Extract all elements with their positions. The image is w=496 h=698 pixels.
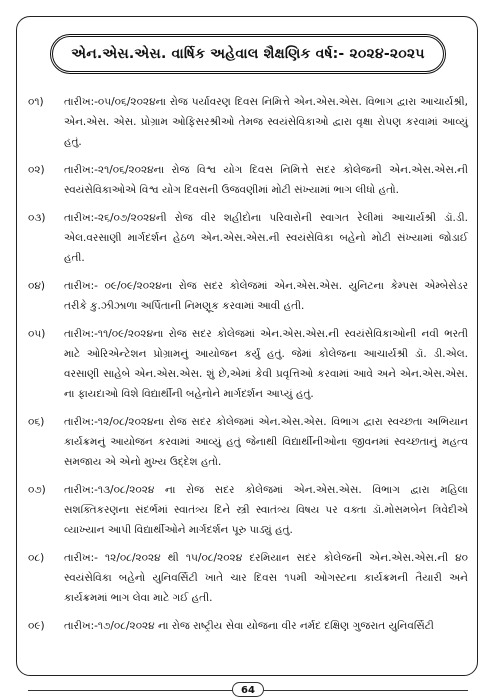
item-number: ૦૩) — [28, 212, 46, 224]
list-item — [28, 276, 468, 316]
item-text: તારીખ:-૦૫/૦૬/૨૦૨૪ના રોજ પર્યાવરણ દિવસ નિમિત્તે એન.એસ.એસ. વિભાગ દ્વારા આચાર્યશ્રી, એન.એસ. એસ. પ્રોગ્રામ ઓફિસરશ્રીઓ તેમજ સ્વયંસેવિકાઓ દ્વારા વૃક્ષા રોપણ કરવામાં આવ્યું હતું. — [64, 96, 468, 148]
item-number: ૦૭) — [28, 484, 46, 496]
item-number: ૦૬) — [28, 416, 45, 428]
item-number: ૦૪) — [28, 280, 45, 292]
list-item — [28, 92, 468, 152]
activity-list — [28, 92, 468, 644]
item-number: ૦૮) — [28, 552, 45, 564]
item-text: તારીખ:-૨૧/૦૬/૨૦૨૪ના રોજ વિશ્વ યોગ દિવસ નિમિત્તે સદર કોલેજની એન.એસ.એસ.ની સ્વયંસેવિકાઓએ વિશ્વ યોગ દિવસની ઉજવણીમાં મોટી સંખ્યામાં ભાગ લીધો હતો. — [64, 164, 468, 196]
report-heading: એન.એસ.એસ. વાર્ષિક અહેવાલ શૈક્ષણિક વર્ષ:- ૨૦૨૪-૨૦૨૫ — [71, 46, 425, 62]
list-item — [28, 480, 468, 540]
list-item — [28, 208, 468, 268]
item-text: તારીખ:- ૦૯/૦૯/૨૦૨૪ના રોજ સદર કોલેજમાં એન.એસ.એસ. યુનિટના કેમ્પસ એમ્બેસેડર તરીકે કુ.ઝીઝાળા અર્પિતાની નિમણૂક કરવામાં આવી હતી. — [64, 280, 468, 312]
list-item — [28, 616, 468, 636]
item-text: તારીખ:-૧૨/૦૮/૨૦૨૪ના રોજ સદર કોલેજમાં એન.એસ.એસ. વિભાગ દ્વારા સ્વચ્છતા અભિયાન કાર્યક્રમનું આયોજન કરવામાં આવ્યું હતું જેનાથી વિદ્યાર્થીનીઓના જીવનમાં સ્વચ્છતાનું મહત્વ સમજાય એ એનો મુખ્ય ઉદ્દેશ હતો. — [64, 416, 468, 468]
list-item — [28, 324, 468, 404]
item-number: ૦૨) — [28, 164, 45, 176]
item-number: ૦૫) — [28, 328, 46, 340]
item-text: તારીખ:-૧૩/૦૮/૨૦૨૪ ના રોજ સદર કોલેજમાં એન.એસ.એસ. વિભાગ દ્વારા મહિલા સશક્તિકરણના સંદર્ભમાં સ્વાતંત્ર્ય દિને સ્ત્રી સ્વાતંત્ર્ય વિષય પર વક્તા ડૉ.મોસમબેન ત્રિવેદીએ વ્યાખ્યાન આપી વિદ્યાર્થીઓને માર્ગદર્શન પૂરુ પાડ્યું હતું. — [64, 484, 468, 536]
item-text: તારીખ:-૧૧/૦૯/૨૦૨૪ના રોજ સદર કોલેજમાં એન.એસ.એસ.ની સ્વયંસેવિકાઓની નવી ભરતી માટે ઓરિએન્ટેશન પ્રોગ્રામનું આયોજન કર્યું હતું. જેમાં કોલેજના આચાર્યશ્રી ડૉ. ડી.એલ. વરસાણી સાહેબે એન.એસ.એસ. શું છે,એમાં કેવી પ્રવૃત્તિઓ કરવામાં આવે અને એન.એસ.એસ. ના ફાયદાઓ વિશે વિદ્યાર્થીની બહેનોને માર્ગદર્શન આપ્યું હતું. — [64, 328, 468, 400]
heading-box — [50, 34, 446, 74]
item-text: તારીખ:-૨૬/૦૭/૨૦૨૪ની રોજ વીર શહીદોના પરિવારોની સ્વાગત રેલીમાં આચાર્યશ્રી ડૉ.ડી. એલ.વરસાણી માર્ગદર્શન હેઠળ એન.એસ.એસ.ની સ્વયંસેવિકા બહેનો મોટી સંખ્યામાં જોડાઈ હતી. — [64, 212, 468, 264]
list-item — [28, 548, 468, 608]
item-number: ૦૯) — [28, 620, 45, 632]
list-item — [28, 412, 468, 472]
item-number: ૦૧) — [28, 96, 44, 108]
item-text: તારીખ:- ૧૨/૦૮/૨૦૨૪ થી ૧૫/૦૮/૨૦૨૪ દરમિયાન સદર કોલેજની એન.એસ.એસ.ની ૪૦ સ્વયંસેવિકા બહેનો યુનિવર્સિટી ખાતે ચાર દિવસ ૧૫મી ઓગસ્ટના કાર્યક્રમની તૈયારી અને કાર્યક્રમમાં ભાગ લેવા માટે ગઈ હતી. — [64, 552, 468, 604]
page-number: 64 — [232, 682, 264, 697]
list-item — [28, 160, 468, 200]
item-text: તારીખ:-૧૭/૦૮/૨૦૨૪ ના રોજ રાષ્ટ્રીય સેવા યોજના વીર નર્મદ દક્ષિણ ગુજરાત યુનિવર્સિટી — [64, 620, 434, 632]
